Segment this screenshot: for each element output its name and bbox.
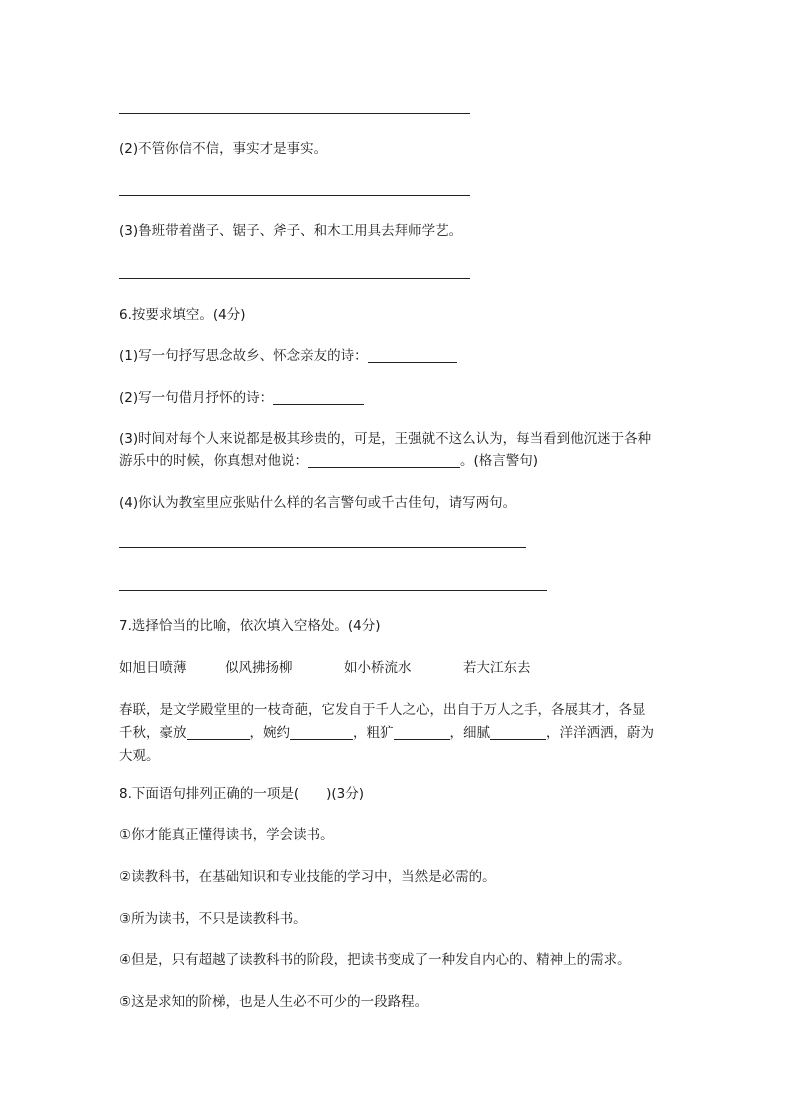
question-8-item-4: ④但是，只有超越了读教科书的阶段，把读书变成了一种发自内心的、精神上的需求。 <box>119 952 631 968</box>
passage-line-1: 春联，是文学殿堂里的一枝奇葩，它发自于千人之心，出自于万人之手，各展其才，各显 <box>119 702 646 718</box>
question-6-part-3-line-1: (3)时间对每个人来说都是极其珍贵的，可是，王强就不这么认为，每当看到他沉迷于各种 <box>119 431 652 447</box>
passage-text: ，细腻 <box>449 725 490 741</box>
question-6-part-3-text: 游乐中的时候，你真想对他说： <box>119 453 308 469</box>
passage-text: 千秋，豪放 <box>119 725 187 741</box>
question-6-part-1 <box>119 347 457 365</box>
question-6-title: 6.按要求填空。(4分) <box>119 307 246 323</box>
question-8-item-2: ②读教科书，在基础知识和专业技能的学习中，当然是必需的。 <box>119 869 496 885</box>
option-3: 如小桥流水 <box>344 660 412 676</box>
question-8-title: 8.下面语句排列正确的一项是( )(3分) <box>119 786 365 802</box>
passage-line-2 <box>119 722 679 745</box>
fill-blank[interactable] <box>290 726 353 740</box>
question-7-options <box>119 659 679 677</box>
question-8-item-3: ③所为读书，不只是读教科书。 <box>119 911 307 927</box>
question-6-part-2-text: (2)写一句借月抒怀的诗： <box>119 390 274 406</box>
question-6-part-3-line-2 <box>119 452 538 470</box>
option-2: 似风拂扬柳 <box>225 660 293 676</box>
question-7-title: 7.选择恰当的比喻，依次填入空格处。(4分) <box>119 618 381 634</box>
fill-blank[interactable] <box>394 726 450 740</box>
passage-line-3: 大观。 <box>119 748 160 764</box>
answer-line[interactable] <box>119 113 470 114</box>
fill-blank[interactable] <box>490 726 546 740</box>
question-6-part-3-suffix: 。(格言警句) <box>460 453 539 469</box>
answer-line[interactable] <box>119 278 470 279</box>
question-7-passage <box>119 699 679 768</box>
answer-line[interactable] <box>119 195 470 196</box>
option-4: 若大江东去 <box>463 660 531 676</box>
passage-text: ，洋洋洒洒，蔚为 <box>546 725 654 741</box>
option-1: 如旭日喷薄 <box>119 660 187 676</box>
fill-blank[interactable] <box>273 391 364 405</box>
question-6-part-4: (4)你认为教室里应张贴什么样的名言警句或千古佳句，请写两句。 <box>119 495 517 511</box>
fill-blank[interactable] <box>308 454 460 468</box>
question-8-item-5: ⑤这是求知的阶梯，也是人生必不可少的一段路程。 <box>119 994 429 1010</box>
fill-blank[interactable] <box>368 349 457 363</box>
sentence-3: (3)鲁班带着凿子、锯子、斧子、和木工用具去拜师学艺。 <box>119 223 463 239</box>
answer-line[interactable] <box>119 547 526 548</box>
question-6-part-1-text: (1)写一句抒写思念故乡、怀念亲友的诗： <box>119 348 368 364</box>
question-8-item-1: ①你才能真正懂得读书，学会读书。 <box>119 827 334 843</box>
answer-line[interactable] <box>119 590 547 591</box>
passage-text: ，婉约 <box>249 725 290 741</box>
passage-text: ，粗犷 <box>353 725 394 741</box>
fill-blank[interactable] <box>187 726 250 740</box>
question-6-part-2 <box>119 389 364 407</box>
sentence-2: (2)不管你信不信，事实才是事实。 <box>119 141 328 157</box>
